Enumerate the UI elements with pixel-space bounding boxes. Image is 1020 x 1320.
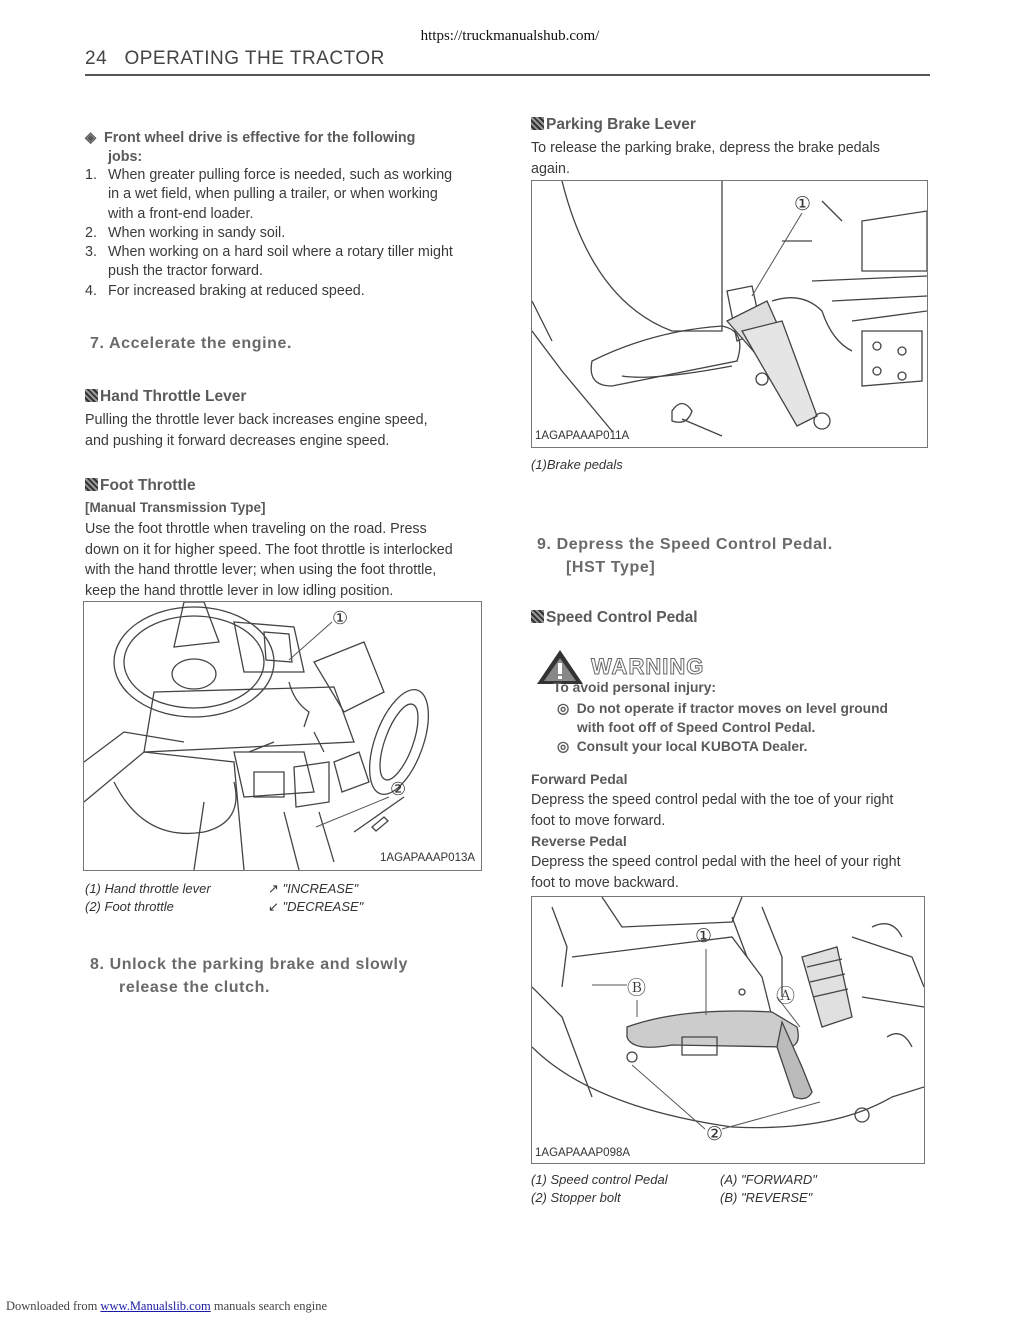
parking-brake-heading: Parking Brake Lever (531, 116, 696, 134)
forward-pedal-heading: Forward Pedal (531, 771, 628, 787)
step-9-heading: 9. Depress the Speed Control Pedal. [HST Type] (537, 536, 833, 576)
list-item: 3. When working on a hard soil where a rotary tiller might push the tractor forward. (85, 244, 453, 280)
list-item: 4. For increased braking at reduced speed. (85, 282, 365, 299)
callout-1-marker: ① (794, 194, 812, 215)
figure-code: 1AGAPAAAP013A (380, 852, 476, 864)
increase-arrow-icon: ↗ (268, 881, 279, 896)
warning-block (531, 648, 931, 758)
callout-a-marker: Ⓐ (776, 986, 796, 1007)
section-square-icon (85, 389, 98, 402)
foot-throttle-heading: Foot Throttle (85, 477, 196, 495)
throttle-figure-caption: (1) Hand throttle lever (2) Foot throttle (85, 881, 211, 914)
section-square-icon (531, 610, 544, 623)
speed-pedal-figure (531, 896, 925, 1164)
callout-b-marker: Ⓑ (627, 978, 647, 999)
step-7-heading: 7. Accelerate the engine. (90, 335, 293, 352)
throttle-illustration (84, 602, 481, 870)
bullet-icon: ◎ (557, 701, 570, 716)
list-item: 1. When greater pulling force is needed, such as working in a wet field, when pulling a trailer, or when working with a front-end loader. (85, 167, 453, 222)
step-8-heading: 8. Unlock the parking brake and slowly release the clutch. (90, 956, 408, 996)
foot-throttle-type: [Manual Transmission Type] (85, 500, 266, 515)
speed-pedal-caption: (1) Speed control Pedal (2) Stopper bolt (531, 1172, 668, 1205)
forward-pedal-text: Depress the speed control pedal with the toe of your right foot to move forward. (531, 792, 894, 829)
warning-title: WARNING (591, 654, 705, 679)
speed-control-heading: Speed Control Pedal (531, 609, 698, 627)
foot-throttle-text: Use the foot throttle when traveling on the road. Press down on it for higher speed. The foot throttle is interlocked with the hand throttle lever; when using the foot throttle, keep the hand throttle lever in low idling position. (85, 521, 453, 599)
page-number: 24 (85, 48, 108, 69)
hand-throttle-heading: Hand Throttle Lever (85, 388, 246, 406)
brake-figure-caption: (1)Brake pedals (531, 457, 623, 472)
brake-illustration (532, 181, 927, 447)
section-square-icon (85, 478, 98, 491)
figure-code: 1AGAPAAAP011A (535, 430, 630, 442)
fwd-title: ◈ Front wheel drive is effective for the following jobs: (85, 130, 416, 165)
callout-1-marker: ① (332, 608, 349, 628)
figure-code: 1AGAPAAAP098A (535, 1147, 631, 1159)
page-header (85, 48, 385, 70)
parking-brake-text: To release the parking brake, depress the brake pedals again. (531, 140, 880, 177)
throttle-figure (83, 601, 482, 871)
list-item: 2. When working in sandy soil. (85, 224, 286, 241)
speed-pedal-illustration (532, 897, 924, 1163)
header-rule (85, 74, 930, 76)
diamond-bullet-icon: ◈ (85, 130, 96, 146)
brake-figure (531, 180, 928, 448)
manualslib-link[interactable]: www.Manualslib.com (100, 1299, 211, 1313)
section-square-icon (531, 117, 544, 130)
bullet-icon: ◎ (557, 739, 570, 754)
hand-throttle-text: Pulling the throttle lever back increases engine speed, and pushing it forward decreases engine speed. (85, 412, 428, 449)
callout-2-marker: ② (706, 1124, 724, 1145)
callout-1-marker: ① (695, 926, 713, 947)
decrease-arrow-icon: ↙ (268, 899, 279, 914)
throttle-direction-legend: ↗ "INCREASE" ↙ "DECREASE" (268, 881, 364, 914)
reverse-pedal-text: Depress the speed control pedal with the heel of your right foot to move backward. (531, 854, 901, 891)
warning-intro: To avoid personal injury: (553, 680, 717, 695)
source-url[interactable]: https://truckmanualshub.com/ (420, 28, 600, 44)
speed-pedal-direction-legend: (A) "FORWARD" (B) "REVERSE" (720, 1172, 817, 1205)
reverse-pedal-heading: Reverse Pedal (531, 833, 627, 849)
download-footer: Downloaded from www.Manualslib.com manuals search engine (6, 1299, 327, 1313)
section-title: OPERATING THE TRACTOR (124, 48, 385, 69)
callout-2-marker: ② (390, 779, 407, 799)
warning-items: ◎ Do not operate if tractor moves on level ground with foot off of Speed Control Pedal. ◎ Consult your local KUBOTA Dealer. (557, 701, 888, 754)
jobs-list (85, 166, 495, 301)
